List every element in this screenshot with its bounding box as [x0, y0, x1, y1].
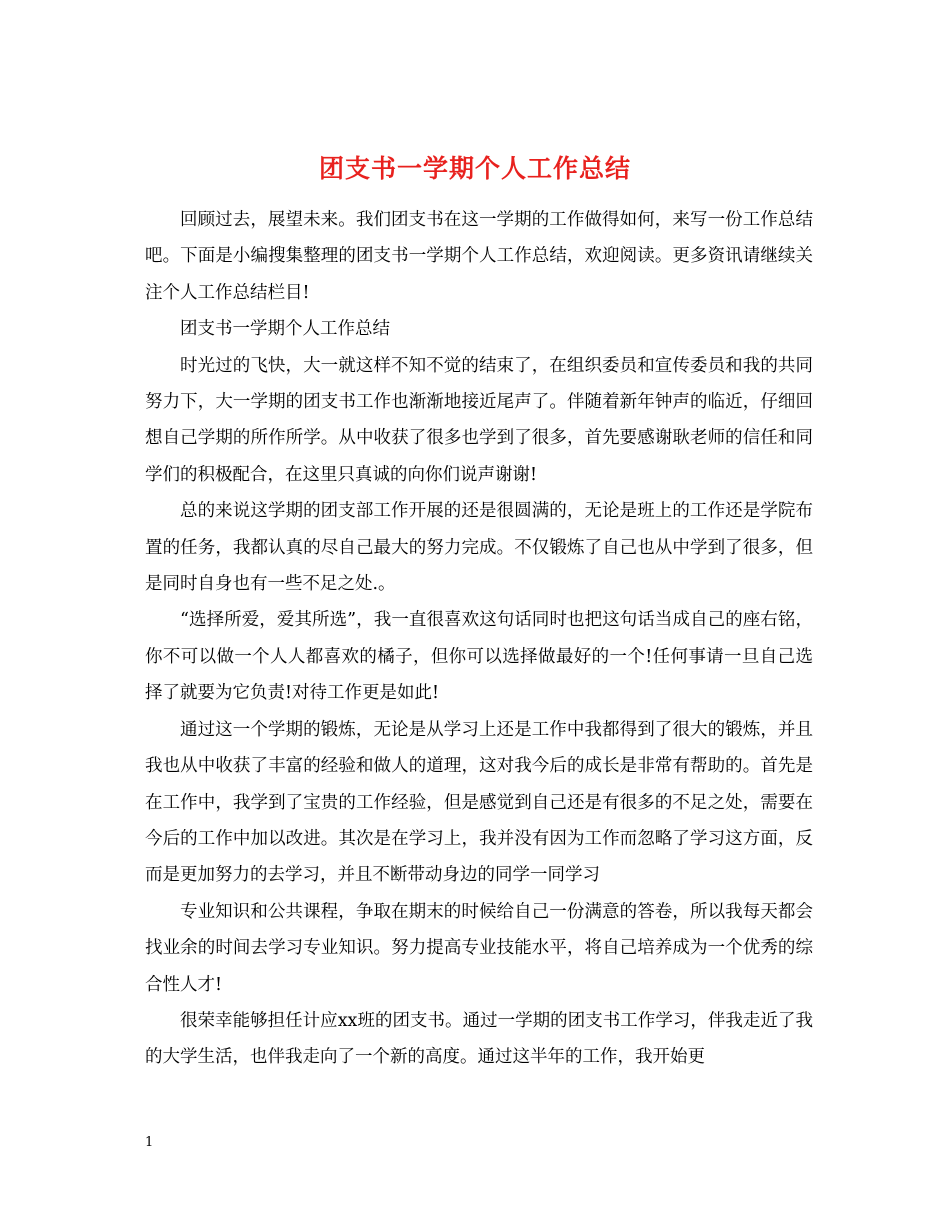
paragraph-subtitle: 团支书一学期个人工作总结: [180, 319, 390, 340]
document-title: 团支书一学期个人工作总结: [318, 153, 631, 183]
page-number: 1: [145, 1135, 154, 1150]
paragraph-overall: 总的来说这学期的团支部工作开展的还是很圆满的，无论是班上的工作还是学院布置的任务，我都认真的尽自己最大的努力完成。不仅锻炼了自己也从中学到了很多，但是同时自身也有一些不足之处.。: [145, 501, 813, 595]
paragraph-training: 通过这一个学期的锻炼，无论是从学习上还是工作中我都得到了很大的锻炼，并且我也从中收获了丰富的经验和做人的道理，这对我今后的成长是非常有帮助的。首先是在工作中，我学到了宝贵的工作经验，但是感觉到自己还是有很多的不足之处，需要在今后的工作中加以改进。其次是在学习上，我并没有因为工作而忽略了学习这方面，反而是更加努力的去学习，并且不断带动身边的同学一同学习: [145, 719, 813, 886]
paragraph-time-flies: 时光过的飞快，大一就这样不知不觉的结束了，在组织委员和宣传委员和我的共同努力下，大一学期的团支书工作也渐渐地接近尾声了。伴随着新年钟声的临近，仔细回想自己学期的所作所学。从中收获了很多也学到了很多，首先要感谢耿老师的信任和同学们的积极配合，在这里只真诚的向你们说声谢谢!: [145, 355, 813, 485]
paragraph-intro: 回顾过去，展望未来。我们团支书在这一学期的工作做得如何，来写一份工作总结吧。下面是小编搜集整理的团支书一学期个人工作总结，欢迎阅读。更多资讯请继续关注个人工作总结栏目!: [145, 210, 813, 303]
document-body: [145, 202, 813, 1076]
paragraph-motto: “选择所爱，爱其所选”，我一直很喜欢这句话同时也把这句话当成自己的座右铭，你不可以做一个人人都喜欢的橘子，但你可以选择做最好的一个!任何事请一旦自己选择了就要为它负责!对待工作更是如此!: [145, 610, 813, 704]
paragraph-study: 专业知识和公共课程，争取在期末的时候给自己一份满意的答卷，所以我每天都会找业余的时间去学习专业知识。努力提高专业技能水平，将自己培养成为一个优秀的综合性人才!: [145, 901, 813, 995]
paragraph-honor: 很荣幸能够担任计应xx班的团支书。通过一学期的团支书工作学习，伴我走近了我的大学生活，也伴我走向了一个新的高度。通过这半年的工作，我开始更: [145, 1010, 813, 1068]
